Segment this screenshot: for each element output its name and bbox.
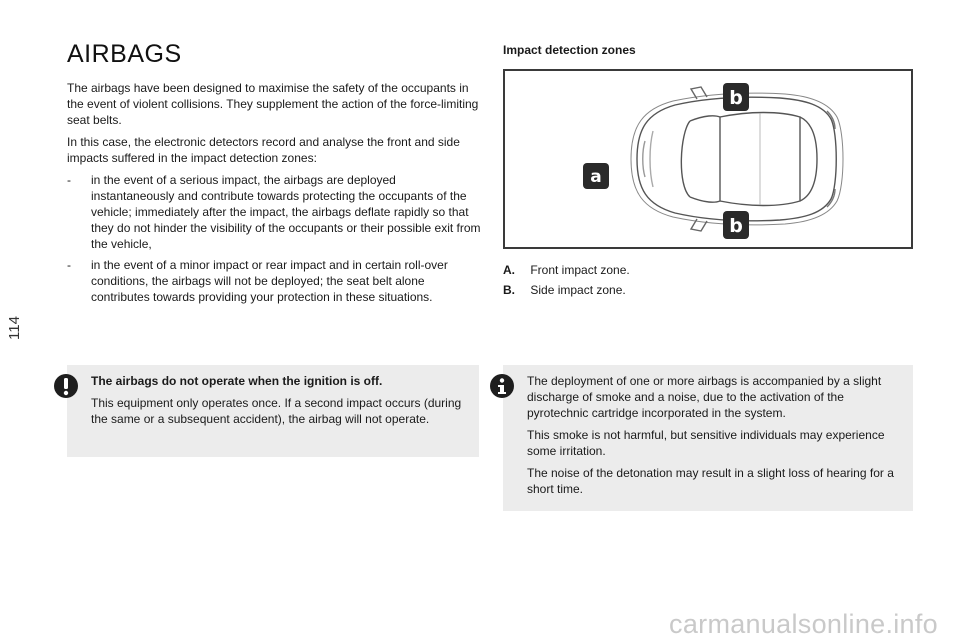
intro-paragraph: In this case, the electronic detectors record and analyse the front and side impacts suffered in the impact detection zones:: [67, 135, 460, 165]
car-diagram: [505, 71, 911, 247]
zone-a-label: a: [590, 167, 602, 187]
info-note: [503, 365, 913, 511]
bullet-text: in the event of a serious impact, the airbags are deployed instantaneously and contribute towards protecting the occupants of the vehicle; immediately after the impact, the airbags deflate rapidly so that they do not hinder the visibility of the occupants or their possible exit from the vehicle,: [91, 173, 481, 251]
legend-text: Front impact zone.: [530, 263, 630, 277]
legend-text: Side impact zone.: [530, 283, 626, 297]
bullet-list: [67, 172, 481, 305]
info-paragraph: The noise of the detonation may result in a slight loss of hearing for a short time.: [527, 466, 894, 496]
warning-note: [67, 365, 479, 457]
intro-paragraph: The airbags have been designed to maximise the safety of the occupants in the event of violent collisions. They supplement the action of the force-limiting seat belts.: [67, 81, 479, 127]
zone-b-label: b: [729, 87, 743, 109]
warning-text: This equipment only operates once. If a second impact occurs (during the same or a subsequent accident), the airbag will not operate.: [91, 396, 462, 426]
bullet-marker: -: [67, 258, 71, 272]
impact-zones-figure: [503, 69, 913, 249]
list-item: [67, 172, 481, 252]
zone-b-marker: [723, 211, 749, 239]
info-paragraph: The deployment of one or more airbags is accompanied by a slight discharge of smoke and a noise, due to the activation of the pyrotechnic cartridge incorporated in the system.: [527, 374, 882, 420]
bullet-text: in the event of a minor impact or rear impact and in certain roll-over conditions, the airbags will not be deployed; the seat belt alone contributes towards providing your protection in these situations.: [91, 258, 448, 304]
bullet-marker: -: [67, 173, 71, 187]
info-paragraph: This smoke is not harmful, but sensitive individuals may experience some irritation.: [527, 428, 885, 458]
exclamation-icon: [53, 373, 79, 399]
watermark: carmanualsonline.info: [669, 609, 938, 639]
legend-item: [503, 262, 630, 278]
legend-key: B.: [503, 283, 515, 297]
impact-zones-title: Impact detection zones: [503, 43, 636, 57]
page-number: 114: [6, 316, 23, 340]
info-icon: [489, 373, 515, 399]
legend-item: [503, 282, 630, 298]
warning-heading: The airbags do not operate when the ignition is off.: [91, 374, 383, 388]
intro-section: [67, 80, 481, 310]
zone-b-marker: [723, 83, 749, 111]
zone-b-label: b: [729, 215, 743, 237]
zone-a-marker: [583, 163, 609, 189]
impact-legend: [503, 262, 630, 302]
legend-key: A.: [503, 263, 515, 277]
page-title: AIRBAGS: [67, 40, 182, 68]
list-item: [67, 257, 481, 305]
